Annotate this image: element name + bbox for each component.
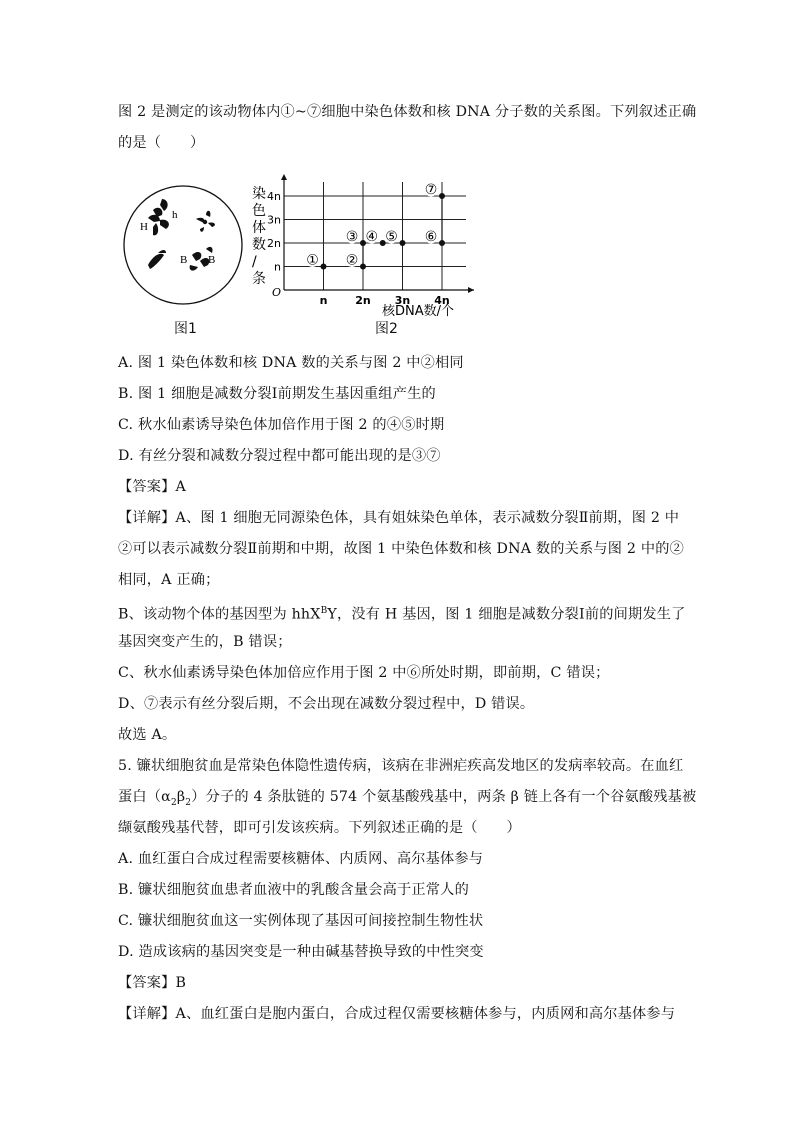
origin-label: O — [272, 286, 282, 299]
y-axis-title-char: 条 — [252, 271, 266, 287]
q5-option-d: D. 造成该病的基因突变是一种由碱基替换导致的中性突变 — [118, 944, 484, 960]
q4-detail-line-1: 【详解】A、图 1 细胞无同源染色体，具有姐妹染色单体，表示减数分裂Ⅱ前期，图 2 中 — [118, 510, 680, 526]
data-point-label: ④ — [365, 229, 379, 245]
question-4-stem-line-2: 的是（ ） — [118, 135, 205, 151]
data-point — [439, 240, 445, 246]
data-point-label: ③ — [345, 229, 359, 245]
q4-answer: 【答案】A — [118, 479, 186, 495]
y-axis-title-char: / — [252, 254, 257, 270]
q5-option-a: A. 血红蛋白合成过程需要核糖体、内质网、高尔基体参与 — [118, 851, 484, 867]
q4-detail-line-4-part-a: B、该动物个体的基因型为 hhX — [118, 606, 321, 623]
q5-option-c: C. 镰状细胞贫血这一实例体现了基因可间接控制生物性状 — [118, 913, 484, 929]
q4-detail-line-4-part-b: Y，没有 H 基因，图 1 细胞是减数分裂Ⅰ前的间期发生了 — [327, 606, 686, 623]
allele-H-label: H — [140, 221, 148, 233]
question-5-stem-line-2 — [118, 787, 696, 813]
figure-2-caption: 图2 — [375, 321, 398, 337]
data-point-label: ② — [345, 252, 359, 269]
data-point-label: ⑤ — [385, 229, 398, 245]
q4-detail-line-3: 相同，A 正确； — [118, 572, 220, 588]
figure-1-cell-diagram — [120, 185, 250, 307]
chromosome-top-right — [196, 211, 215, 232]
q4-detail-line-5: 基因突变产生的，B 错误； — [118, 634, 292, 650]
q4-option-a: A. 图 1 染色体数和核 DNA 数的关系与图 2 中②相同 — [118, 355, 464, 371]
data-point — [400, 240, 406, 246]
x-tick-label: 2n — [355, 294, 371, 307]
x-axis-title: 核DNA数/个 — [382, 304, 455, 319]
q4-detail-line-4 — [118, 601, 686, 625]
x-axis-arrow — [468, 287, 474, 293]
figure-2-chart — [246, 172, 496, 320]
x-tick-label: 3n — [394, 294, 411, 307]
q4-option-b: B. 图 1 细胞是减数分裂Ⅰ前期发生基因重组产生的 — [118, 386, 436, 402]
q4-option-d: D. 有丝分裂和减数分裂过程中都可能出现的是③⑦ — [118, 448, 441, 464]
y-axis-title-char: 色 — [252, 203, 266, 219]
data-point — [360, 264, 366, 270]
allele-B-label-1: B — [180, 254, 188, 266]
y-tick-label: 3n — [267, 213, 281, 227]
chromosome-H-h — [148, 199, 169, 235]
chromosome-bottom-left — [148, 250, 166, 269]
q5-option-b: B. 镰状细胞贫血患者血液中的乳酸含量会高于正常人的 — [118, 882, 469, 898]
x-tick-label: 4n — [434, 294, 450, 307]
figure-1-caption: 图1 — [174, 321, 197, 337]
allele-B-label-2: B — [208, 254, 216, 266]
y-axis-title-char: 染 — [252, 186, 266, 202]
cell-membrane — [124, 186, 242, 304]
q5-line-2-beta: β — [176, 789, 186, 805]
data-point-label: ① — [306, 252, 319, 269]
q5-line-2-part-c: ）分子的 4 条肽链的 574 个氨基酸残基中，两条 β 链上各有一个谷氨酸残基被 — [191, 789, 697, 805]
y-tick-label: 2n — [267, 237, 281, 250]
y-tick-label: 4n — [267, 190, 281, 203]
q4-detail-line-7: D、⑦表示有丝分裂后期，不会出现在减数分裂过程中，D 错误。 — [118, 696, 535, 712]
question-5-stem-line-1: 5. 镰状细胞贫血是常染色体隐性遗传病，该病在非洲疟疾高发地区的发病率较高。在血红 — [118, 758, 684, 774]
y-axis-arrow — [281, 174, 287, 180]
question-4-stem-line-1: 图 2 是测定的该动物体内①~⑦细胞中染色体数和核 DNA 分子数的关系图。下列叙述正确 — [118, 104, 697, 120]
q4-detail-line-2: ②可以表示减数分裂Ⅱ前期和中期，故图 1 中染色体数和核 DNA 数的关系与图 2 中的② — [118, 541, 684, 557]
q5-answer: 【答案】B — [118, 975, 187, 991]
q5-line-2-part-a: 蛋白（α — [118, 789, 171, 805]
y-axis-title-char: 体 — [252, 220, 266, 236]
q5-alpha-subscript: 2 — [170, 797, 177, 808]
data-point-label: ⑥ — [424, 229, 438, 245]
data-point — [439, 193, 445, 199]
q4-detail-line-8: 故选 A。 — [118, 727, 177, 743]
question-5-stem-line-3: 缬氨酸残基代替，即可引发该疾病。下列叙述正确的是（ ） — [118, 820, 521, 836]
allele-h-label: h — [172, 209, 178, 221]
q5-beta-subscript: 2 — [185, 797, 192, 808]
y-tick-label: n — [274, 260, 281, 274]
data-point — [321, 264, 327, 270]
q4-detail-line-6: C、秋水仙素诱导染色体加倍应作用于图 2 中⑥所处时期，即前期，C 错误； — [118, 665, 610, 681]
q5-detail-line-1: 【详解】A、血红蛋白是胞内蛋白，合成过程仅需要核糖体参与，内质网和高尔基体参与 — [118, 1006, 676, 1022]
x-tick-label: n — [319, 294, 328, 307]
y-axis-title-char: 数 — [252, 237, 266, 253]
q4-detail-line-4-superscript: B — [320, 606, 328, 616]
q4-option-c: C. 秋水仙素诱导染色体加倍作用于图 2 的④⑤时期 — [118, 417, 445, 433]
data-point-label: ⑦ — [424, 182, 438, 198]
